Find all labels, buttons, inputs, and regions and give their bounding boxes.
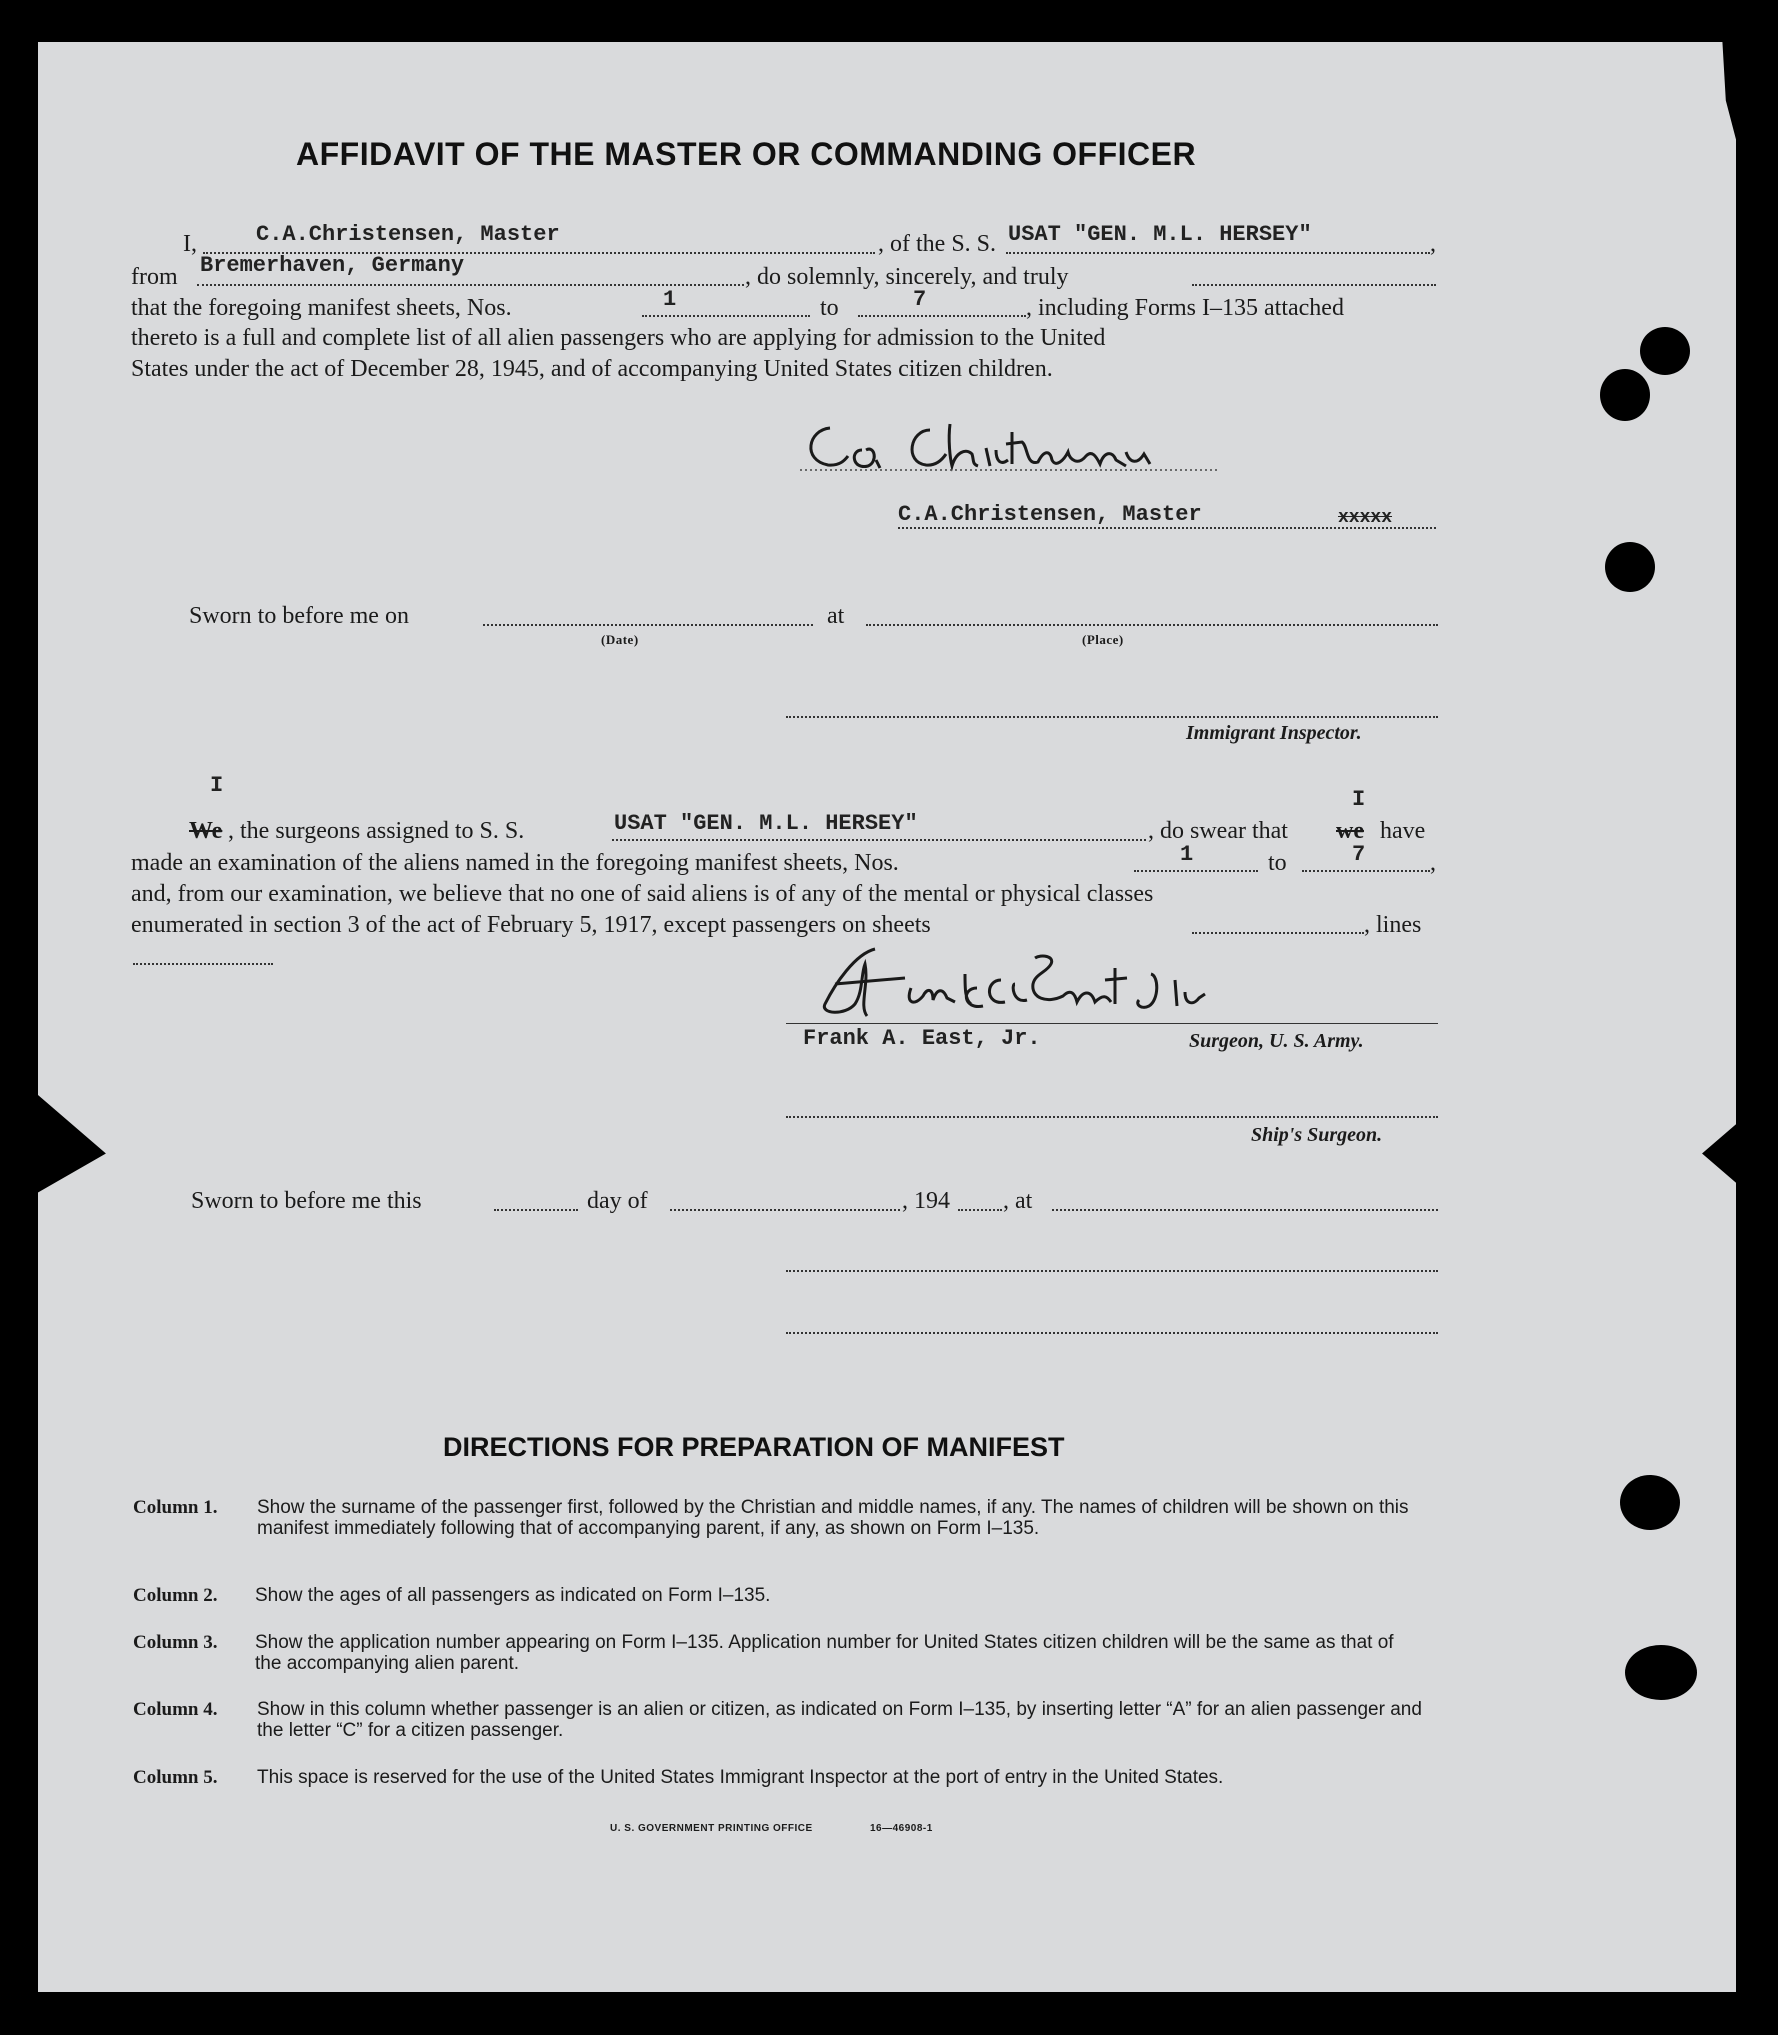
footer-printer: U. S. GOVERNMENT PRINTING OFFICE: [610, 1823, 813, 1834]
direction-text: Show in this column whether passenger is an alien or citizen, as indicated on Form I–135, by inserting letter “A” for an alien passenger and the letter “C” for a citizen passenger.: [257, 1699, 1422, 1741]
affidavit-line4: thereto is a full and complete list of all alien passengers who are applying for admission to the United: [131, 325, 1106, 351]
nos-from-field: 1: [663, 287, 677, 312]
solemnly-line: [1192, 284, 1436, 286]
solemnly-text: , do solemnly, sincerely, and truly: [745, 264, 1069, 290]
master-typed-name: C.A.Christensen, Master: [898, 502, 1202, 527]
sworn2-at-label: , at: [1003, 1188, 1033, 1214]
at-label: at: [827, 603, 845, 629]
form-title: AFFIDAVIT OF THE MASTER OR COMMANDING OFFICER: [296, 136, 1197, 172]
sworn2-sign-line-2: [786, 1332, 1438, 1334]
from-place-field: Bremerhaven, Germany: [200, 253, 465, 278]
examination-text: made an examination of the aliens named in the foregoing manifest sheets, Nos.: [131, 850, 899, 876]
nos-from-line: [642, 315, 810, 317]
inspector-caption: Immigrant Inspector.: [1186, 722, 1362, 744]
sheets-line: [1192, 932, 1364, 934]
nos-to-field: 7: [913, 287, 927, 312]
direction-text: Show the application number appearing on Form I–135. Application number for United States citizen children will be the same as that of the accompanying alien parent.: [255, 1632, 1394, 1674]
nos-to-line: [858, 315, 1026, 317]
master-signature: [800, 420, 1220, 480]
place-caption: (Place): [1082, 632, 1124, 647]
sworn2-month-line: [670, 1209, 900, 1211]
of-ship-label: , of the S. S.: [878, 231, 997, 257]
we-struck: We: [189, 818, 223, 844]
surgeon-nos-to-line: [1302, 870, 1430, 872]
surgeon-signature: [815, 944, 1295, 1024]
examination-line4: enumerated in section 3 of the act of February 5, 1917, except passengers on sheets: [131, 912, 931, 938]
punch-hole: [1600, 369, 1650, 421]
direction-text: This space is reserved for the use of the United States Immigrant Inspector at the port of entry in the United States.: [257, 1767, 1224, 1788]
day-of-label: day of: [587, 1188, 648, 1214]
affidavit-line5: States under the act of December 28, 1945, and of accompanying United States citizen children.: [131, 356, 1053, 382]
surgeon-nos-from: 1: [1180, 842, 1194, 867]
date-caption: (Date): [601, 632, 639, 647]
sworn2-year-line: [958, 1209, 1002, 1211]
direction-text: Show the ages of all passengers as indicated on Form I–135.: [255, 1585, 771, 1606]
punch-hole: [1605, 542, 1655, 592]
sworn2-label: Sworn to before me this: [191, 1188, 422, 1214]
sworn-date-line: [483, 624, 813, 626]
from-label: from: [131, 264, 178, 290]
surgeon-nos-from-line: [1134, 870, 1258, 872]
surgeon-to-label: to: [1268, 850, 1287, 876]
surgeon-signature-line: [786, 1023, 1438, 1024]
manifest-sheets-text: that the foregoing manifest sheets, Nos.: [131, 295, 512, 321]
sworn2-sign-line-1: [786, 1270, 1438, 1272]
have-text: have: [1380, 818, 1426, 844]
punch-hole: [1640, 327, 1690, 375]
direction-column-label: Column 3.: [133, 1632, 218, 1653]
surgeon-nos-to: 7: [1352, 842, 1366, 867]
surgeon-ship-field: USAT "GEN. M.L. HERSEY": [614, 811, 918, 836]
sworn-place-line: [866, 624, 1438, 626]
ship-name-line: [1006, 252, 1430, 254]
lines-line: [133, 963, 273, 965]
lines-label: , lines: [1364, 912, 1422, 938]
struck-text: xxxxx: [1338, 508, 1393, 528]
direction-text: Show the surname of the passenger first, followed by the Christian and middle names, if any. The names of children will be shown on this manifest immediately following that of accompanying parent, if any, as shown on Form I–135.: [257, 1497, 1409, 1539]
surgeon-ship-line: [612, 839, 1146, 841]
typed-i-right: I: [1352, 787, 1366, 812]
comma-2: ,: [1430, 850, 1436, 876]
directions-title: DIRECTIONS FOR PREPARATION OF MANIFEST: [443, 1432, 1065, 1462]
to-label: to: [820, 295, 839, 321]
direction-column-label: Column 5.: [133, 1767, 218, 1788]
comma: ,: [1430, 231, 1436, 257]
surgeon-army-caption: Surgeon, U. S. Army.: [1189, 1030, 1364, 1052]
sworn2-day-line: [494, 1209, 578, 1211]
inspector-signature-line: [786, 716, 1438, 718]
do-swear-text: , do swear that: [1148, 818, 1288, 844]
punch-hole: [1620, 1475, 1680, 1530]
ship-name-field: USAT "GEN. M.L. HERSEY": [1008, 222, 1312, 247]
sworn2-place-line: [1052, 1209, 1438, 1211]
direction-column-label: Column 4.: [133, 1699, 218, 1720]
we-struck-2: we: [1336, 818, 1364, 844]
forms-text: , including Forms I–135 attached: [1026, 295, 1344, 321]
master-name-field: C.A.Christensen, Master: [256, 222, 560, 247]
footer-code: 16—46908-1: [870, 1823, 933, 1834]
typed-i-left: I: [210, 773, 224, 798]
year-label: , 194: [902, 1188, 950, 1214]
from-line: [197, 284, 744, 286]
punch-hole: [1625, 1645, 1697, 1700]
examination-line3: and, from our examination, we believe that no one of said aliens is of any of the mental or physical classes: [131, 881, 1154, 907]
surgeons-text: , the surgeons assigned to S. S.: [228, 818, 525, 844]
ships-surgeon-line: [786, 1116, 1438, 1118]
i-label: I,: [183, 231, 197, 257]
sworn-label: Sworn to before me on: [189, 603, 409, 629]
direction-column-label: Column 1.: [133, 1497, 218, 1518]
ships-surgeon-caption: Ship's Surgeon.: [1251, 1124, 1383, 1146]
surgeon-typed-name: Frank A. East, Jr.: [803, 1026, 1041, 1051]
direction-column-label: Column 2.: [133, 1585, 218, 1606]
